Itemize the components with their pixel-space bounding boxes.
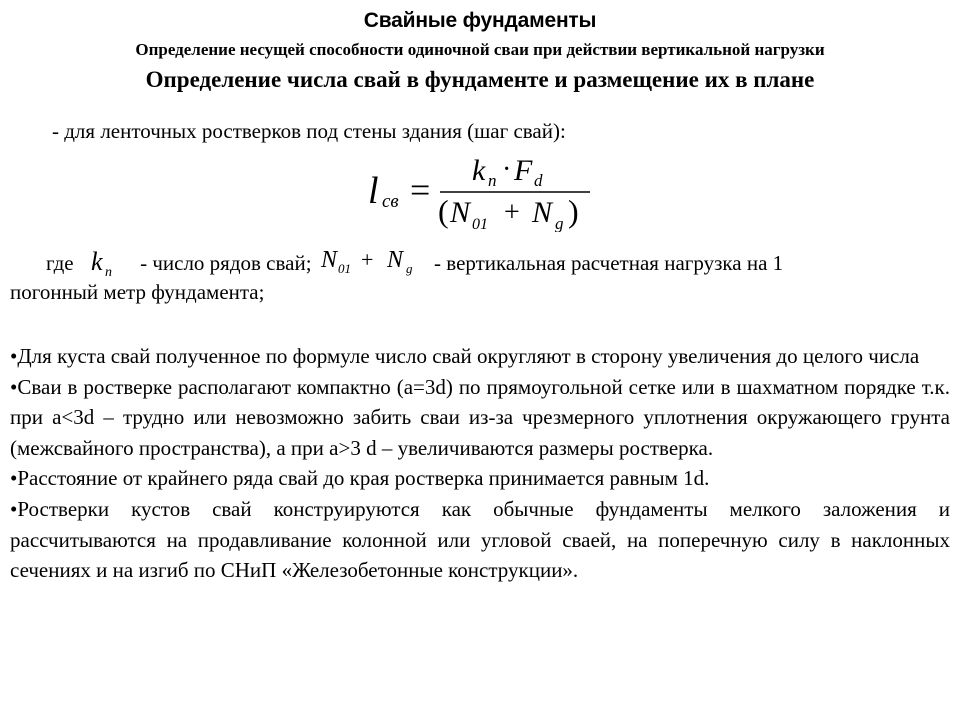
bullet-list [10, 341, 950, 586]
load-symbol-plus: + [360, 247, 374, 272]
formula-den-close: ) [568, 193, 579, 229]
formula-lhs-sub: св [382, 191, 399, 212]
definitions-continuation: погонный метр фундамента; [10, 280, 265, 304]
formula-num-k-sub: n [488, 171, 497, 190]
pile-spacing-formula [366, 150, 596, 232]
formula-den-plus: + [504, 197, 520, 228]
bullet-item: •Для куста свай полученное по формуле число свай округляют в сторону увеличения до целого числа [10, 344, 920, 368]
kn-symbol-base: k [90, 248, 103, 276]
load-symbol-n1: N [320, 247, 337, 273]
formula-den-N2: N [532, 196, 553, 229]
bullet-item: •Сваи в ростверке располагают компактно (а=3d) по прямоугольной сетке или в шахматном порядке т.к. при а<3d – трудно или невозможно забить сваи из-за чрезмерного уплотнения окружающего грунта (межсвайного пространства), а при а>3 d – увеличиваются размеры ростверка. [10, 374, 950, 460]
load-symbol-n2: N [386, 247, 403, 273]
load-symbol [317, 247, 429, 283]
formula-equals: = [410, 170, 431, 210]
slide-title: Свайные фундаменты [363, 9, 597, 32]
load-description: - вертикальная расчетная нагрузка на 1 [434, 250, 784, 275]
kn-description: - число рядов свай; [140, 250, 312, 275]
section-heading: Определение числа свай в фундаменте и размещение их в плане [145, 67, 815, 92]
where-word: где [46, 250, 74, 275]
formula-den-N2-sub: g [555, 214, 564, 232]
formula-den-N1-sub: 01 [472, 216, 488, 232]
load-symbol-sub1: 01 [337, 261, 351, 276]
formula-den-open: ( [438, 193, 449, 229]
formula-num-k: k [472, 154, 486, 187]
bullet-item: •Расстояние от крайнего ряда свай до края ростверка принимается равным 1d. [10, 466, 710, 491]
formula-num-F-sub: d [534, 171, 543, 190]
bullet-item: •Ростверки кустов свай конструируются как обычные фундаменты мелкого заложения и рассчитываются на продавливание колонной или угловой сваей, на поперечную силу в наклонных сечениях и на изгиб по СНиП «Железобетонные конструкции». [10, 496, 950, 583]
formula-lhs-l: l [368, 170, 379, 212]
formula-num-F: F [514, 154, 533, 187]
kn-symbol-sub: n [104, 265, 112, 280]
formula-num-dot: · [502, 154, 512, 185]
formula-den-N1: N [450, 196, 471, 229]
load-symbol-sub2: g [405, 261, 413, 276]
strip-foundation-line: - для ленточных ростверков под стены здания (шаг свай): [52, 119, 566, 143]
slide-subtitle: Определение несущей способности одиночной сваи при действии вертикальной нагрузки [135, 40, 825, 59]
